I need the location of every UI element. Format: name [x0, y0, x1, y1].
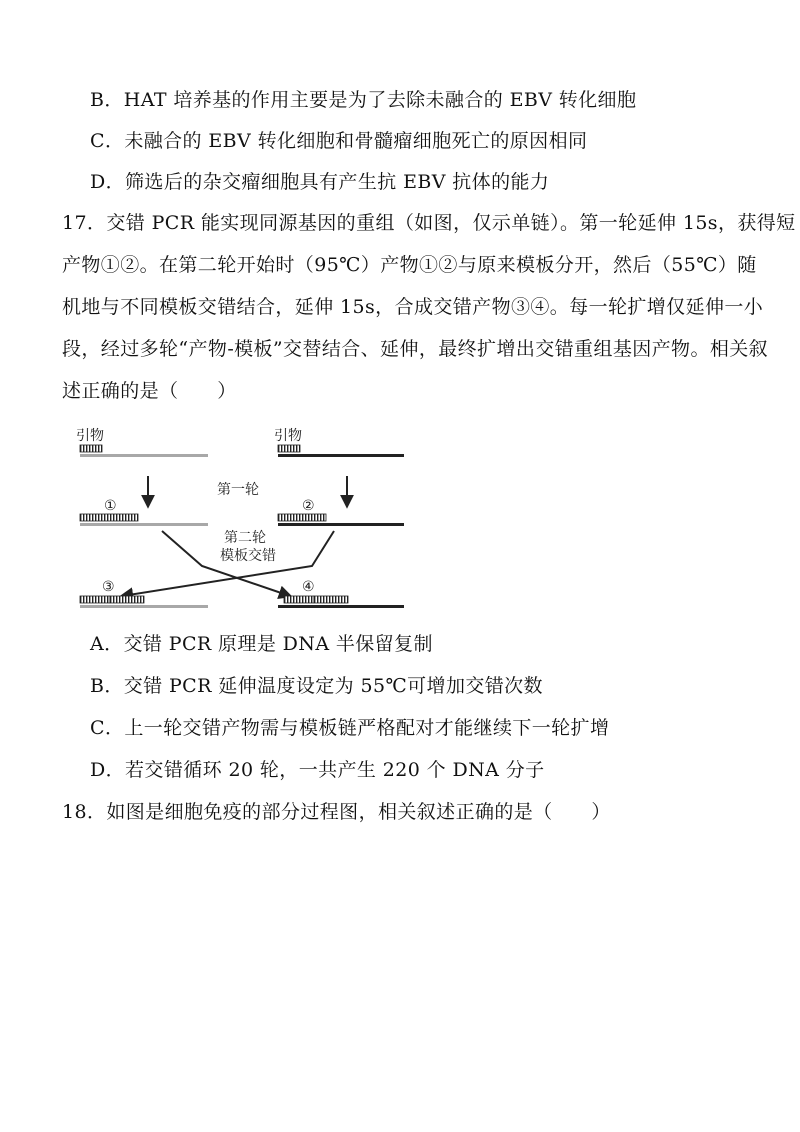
- q17-stem-line-1: 17．交错 PCR 能实现同源基因的重组（如图，仅示单链）。第一轮延伸 15s，获得短: [62, 212, 796, 234]
- q17-stem-line-5: 述正确的是（ ）: [62, 380, 237, 402]
- template-left-mid: [80, 523, 208, 526]
- marker-3: ③: [102, 579, 115, 595]
- q17-option-c: C．上一轮交错产物需与模板链严格配对才能继续下一轮扩增: [90, 717, 610, 739]
- product-3-part-a: [80, 596, 110, 603]
- q17-stem-line-4: 段，经过多轮“产物-模板”交替结合、延伸，最终扩增出交错重组基因产物。相关叙: [62, 338, 769, 360]
- template-right-bottom: [278, 605, 404, 608]
- q17-option-b: B．交错 PCR 延伸温度设定为 55℃可增加交错次数: [90, 675, 543, 697]
- product-4-part-a: [284, 596, 314, 603]
- primer-right: [278, 445, 300, 452]
- q17-stem-line-2: 产物①②。在第二轮开始时（95℃）产物①②与原来模板分开，然后（55℃）随: [62, 254, 757, 276]
- template-left-top: [80, 454, 208, 457]
- primer-right-label: 引物: [274, 428, 302, 444]
- q18-stem: 18．如图是细胞免疫的部分过程图，相关叙述正确的是（ ）: [62, 801, 611, 823]
- round1-label: 第一轮: [217, 482, 259, 498]
- marker-4: ④: [302, 579, 315, 595]
- q16-option-c: C．未融合的 EBV 转化细胞和骨髓瘤细胞死亡的原因相同: [90, 130, 588, 152]
- q16-option-d: D．筛选后的杂交瘤细胞具有产生抗 EBV 抗体的能力: [90, 171, 550, 193]
- product-1: [80, 514, 138, 521]
- cross-pcr-diagram: [62, 418, 422, 618]
- round2-label-line1: 第二轮: [224, 530, 266, 546]
- q17-option-d: D．若交错循环 20 轮，一共产生 220 个 DNA 分子: [90, 759, 545, 781]
- round2-label-line2: 模板交错: [220, 548, 276, 564]
- product-4-part-b: [314, 596, 348, 603]
- product-3-part-b: [110, 596, 144, 603]
- primer-left: [80, 445, 102, 452]
- template-right-top: [278, 454, 404, 457]
- q16-option-b: B．HAT 培养基的作用主要是为了去除未融合的 EBV 转化细胞: [90, 89, 637, 111]
- marker-2: ②: [302, 498, 315, 514]
- template-left-bottom: [80, 605, 208, 608]
- q17-stem-line-3: 机地与不同模板交错结合，延伸 15s，合成交错产物③④。每一轮扩增仅延伸一小: [62, 296, 764, 318]
- template-right-mid: [278, 523, 404, 526]
- product-2: [278, 514, 326, 521]
- marker-1: ①: [104, 498, 117, 514]
- primer-left-label: 引物: [76, 428, 104, 444]
- q17-option-a: A．交错 PCR 原理是 DNA 半保留复制: [90, 633, 433, 655]
